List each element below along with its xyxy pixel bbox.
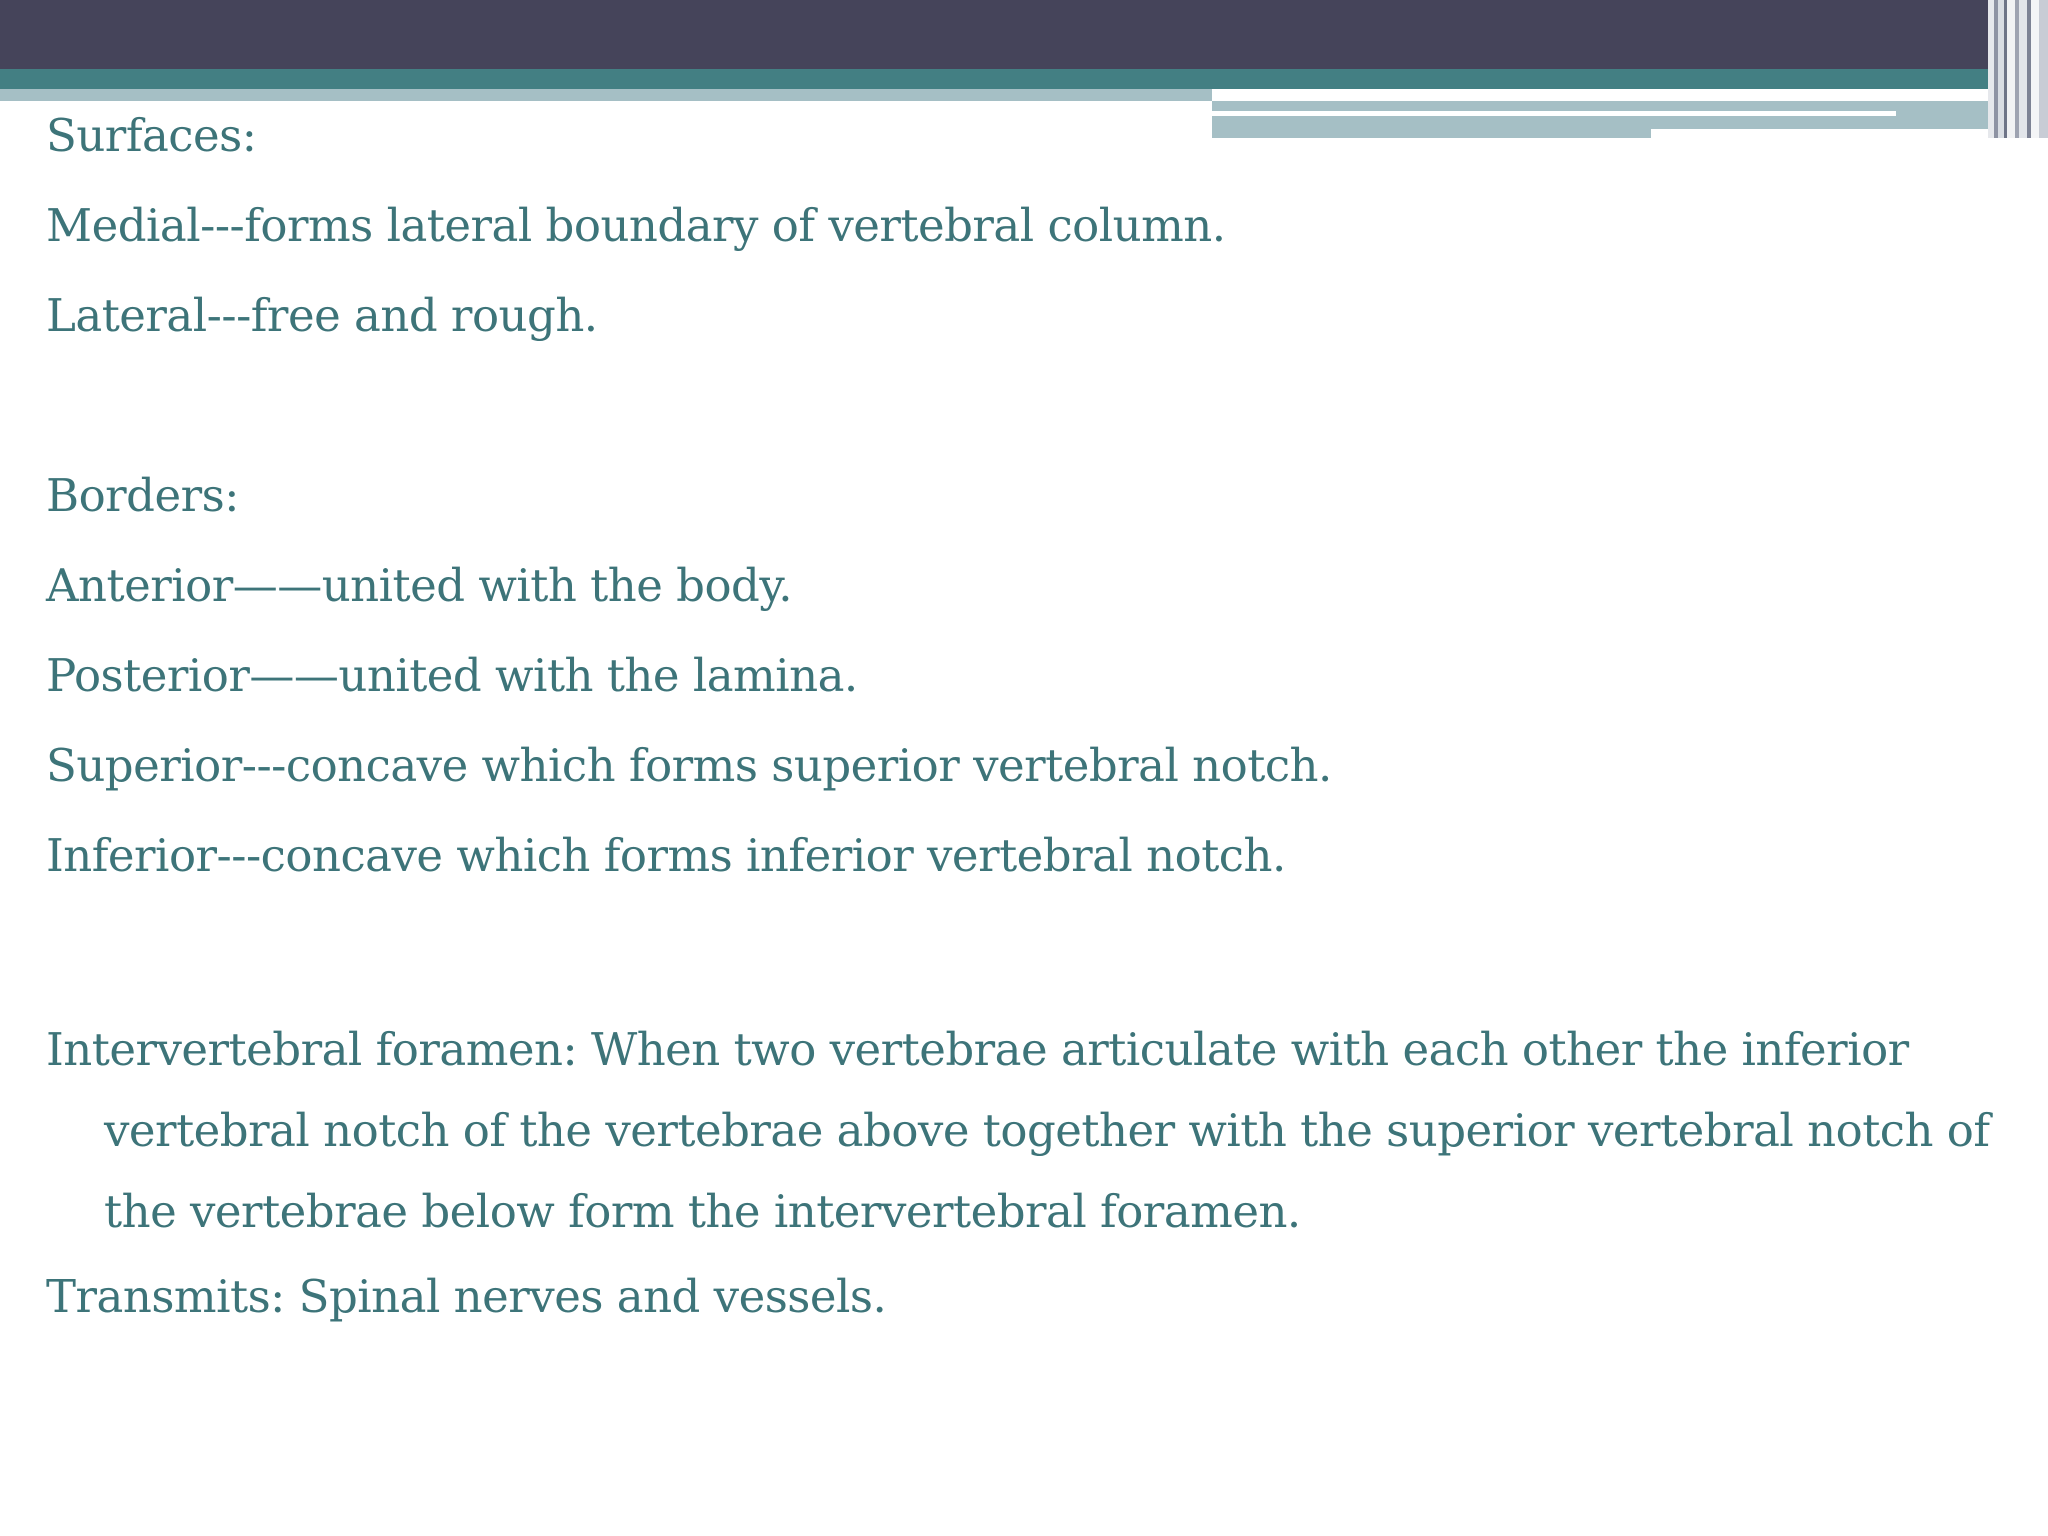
- header-teal-bar: [0, 69, 2048, 89]
- anterior-border-text: Anterior——united with the body.: [46, 559, 793, 612]
- spacer: [46, 910, 2006, 1000]
- surfaces-heading: Surfaces:: [46, 109, 257, 162]
- intervertebral-foramen-text: Intervertebral foramen: When two vertebrae articulate with each other the inferior vertebral notch of the vertebrae above together with the superior vertebral notch of the vertebrae below form the intervertebral foramen.: [46, 1023, 1990, 1238]
- inferior-border-text: Inferior---concave which forms inferior vertebral notch.: [46, 829, 1286, 882]
- posterior-border-text: Posterior——united with the lamina.: [46, 649, 858, 702]
- spacer: [46, 370, 2006, 460]
- borders-heading: Borders:: [46, 469, 239, 522]
- transmits-text: Transmits: Spinal nerves and vessels.: [46, 1270, 887, 1323]
- medial-surface-text: Medial---forms lateral boundary of vertebral column.: [46, 199, 1226, 252]
- header-dark-bar: [0, 0, 2048, 69]
- slide-body: [46, 100, 2006, 1351]
- superior-border-text: Superior---concave which forms superior vertebral notch.: [46, 739, 1332, 792]
- lateral-surface-text: Lateral---free and rough.: [46, 289, 598, 342]
